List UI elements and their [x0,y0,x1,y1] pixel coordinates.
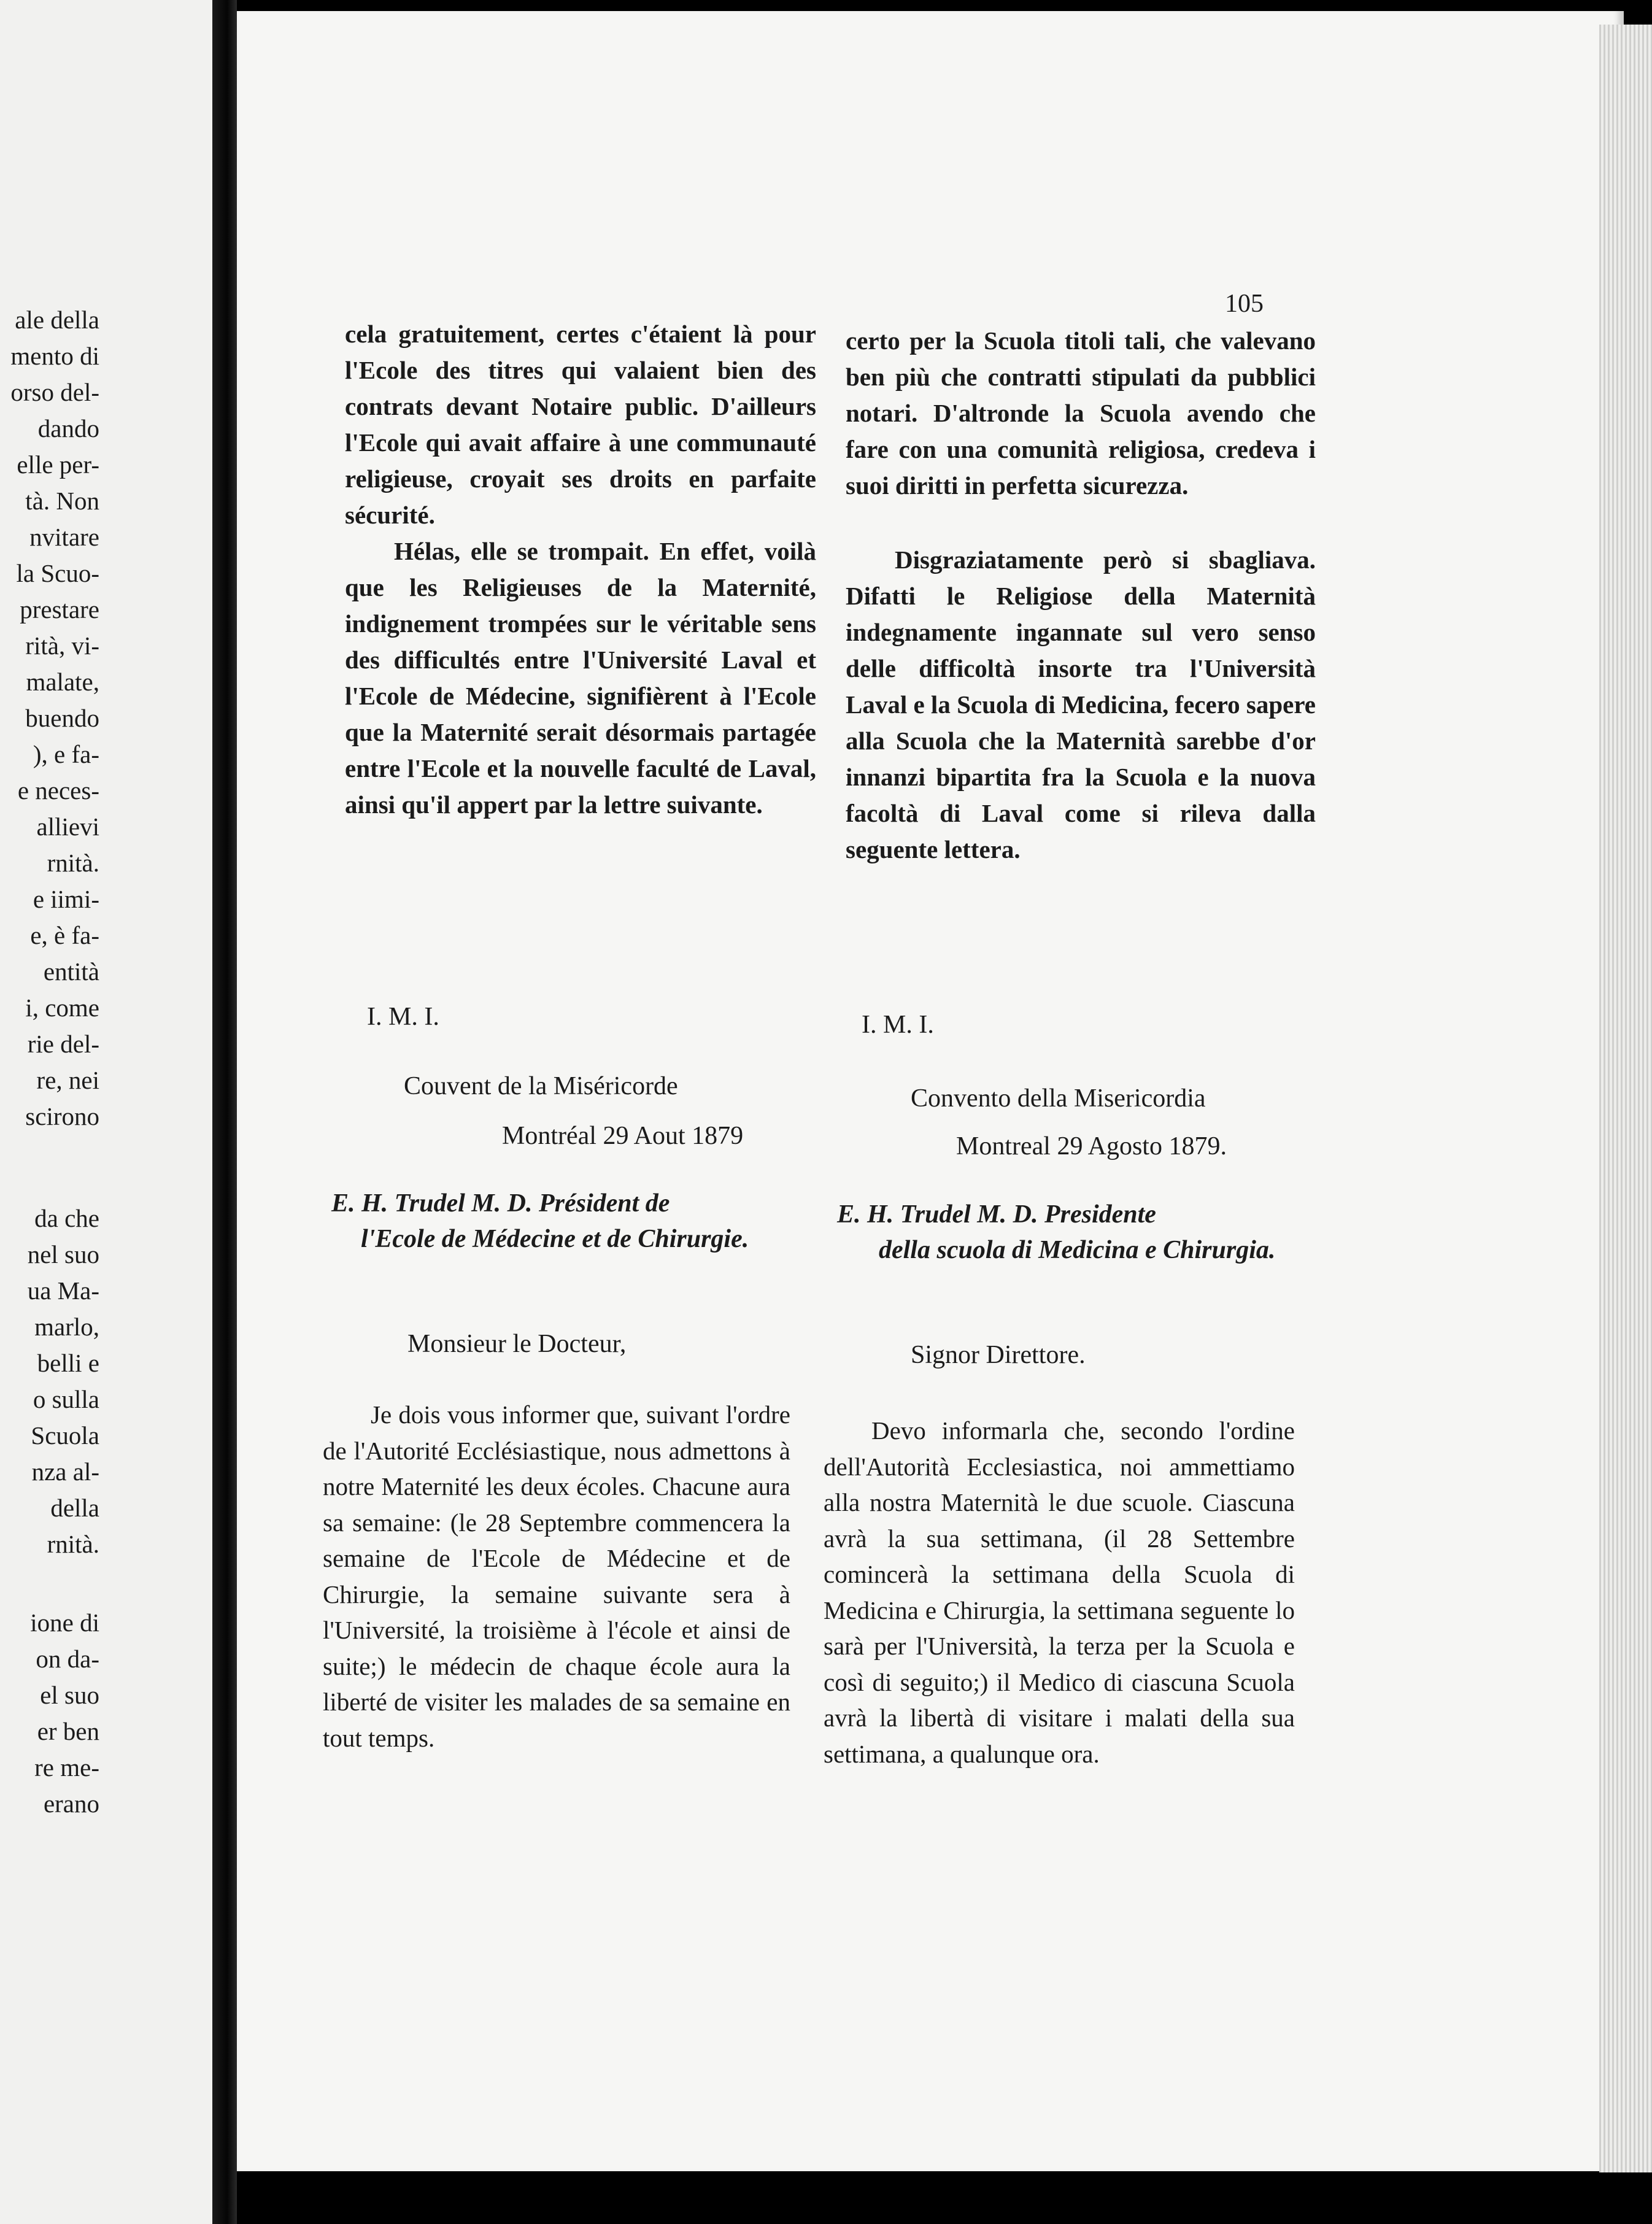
italian-letter-addressee [837,1197,1310,1268]
left-page-fragment: orso del- [10,378,99,406]
left-page-fragment: o sulla [33,1385,99,1413]
italian-column-intro [846,323,1316,868]
left-page-fragment: nvitare [29,523,99,551]
italian-letter-date: Montreal 29 Agosto 1879. [956,1132,1227,1160]
left-page-fragment: ale della [15,306,99,334]
left-page-fragment: nel suo [27,1240,99,1268]
left-page-fragment: i, come [25,994,99,1022]
french-letter-date: Montréal 29 Aout 1879 [502,1122,744,1150]
left-page-fragment: malate, [26,668,99,696]
left-page-fragment: ua Ma- [27,1276,99,1305]
french-paragraph-2: Hélas, elle se trompait. En effet, voilà que les Religieuses de la Maternité, indignement trompées sur le véritable sens des difficultés entre l'Université Laval et l'Ecole de Médecine, signifièrent à l'Ecole que la Maternité serait désormais partagée entre l'Ecole et la nouvelle faculté de Laval, ainsi qu'il appert par la lettre suivante. [345,537,816,819]
left-page-fragment: da che [34,1204,99,1232]
page-edge-stack [1599,25,1652,2172]
left-page-fragment: Scuola [31,1421,99,1450]
book-gutter [212,0,237,2224]
left-page-fragment: belli e [37,1349,99,1377]
left-page-fragment: ), e fa- [33,740,99,768]
left-page [0,0,212,2224]
page-number: 105 [1225,290,1264,318]
italian-addressee-title: della scuola di Medicina e Chirurgia. [879,1236,1276,1264]
left-page-fragment: erano [43,1790,99,1818]
left-page-fragment: er ben [37,1717,99,1745]
french-addressee-name: E. H. Trudel M. D. Président de [331,1189,670,1218]
left-page-fragment: e neces- [17,776,99,805]
left-page-fragment: rità, vi- [25,631,99,660]
left-page-fragment: tà. Non [25,487,99,515]
french-column-intro [345,316,816,823]
left-page-fragment: re me- [34,1753,99,1782]
italian-letter-body [824,1413,1295,1772]
italian-letter-place: Convento della Misericordia [911,1084,1206,1113]
french-addressee-title: l'Ecole de Médecine et de Chirurgie. [361,1225,749,1253]
french-letter-body [323,1397,790,1756]
italian-letter-salutation: Signor Direttore. [911,1341,1086,1369]
left-page-fragment: prestare [20,595,99,624]
left-page-fragment: buendo [25,704,99,732]
french-letter-heading: I. M. I. [367,1003,439,1031]
left-page-fragment: rnità. [47,849,99,877]
italian-letter-body-text: Devo informarla che, secondo l'ordine dell'Autorità Ecclesiastica, noi ammettiamo alla nostra Maternità le due scuole. Ciascuna avrà la sua settimana, (il 28 Settembre comincerà la settimana della Scuola di Medicina e Chirurgia, la settimana seguente lo sarà per l'Università, la terza per la Scuola e così di seguito;) il Medico di ciascuna Scuola avrà la libertà di visitare i malati della sua settimana, a qualunque ora. [824,1416,1295,1768]
left-page-fragment: re, nei [36,1066,99,1094]
left-page-fragment: nza al- [31,1458,99,1486]
french-letter-salutation: Monsieur le Docteur, [407,1330,627,1358]
left-page-fragment: ione di [30,1608,99,1637]
left-page-fragment: rie del- [27,1030,99,1058]
left-page-fragment: rnità. [47,1530,99,1558]
left-page-fragment: mento di [10,342,99,370]
left-page-fragment: e, è fa- [30,921,99,949]
italian-paragraph-1: certo per la Scuola titoli tali, che valevano ben più che contratti stipulati da pubblici notari. D'altronde la Scuola avendo che fare con una comunità religiosa, credeva i suoi diritti in perfetta sicurezza. [846,326,1316,500]
left-page-fragment: la Scuo- [16,559,99,587]
left-page-fragment: dando [37,414,99,442]
french-letter-body-text: Je dois vous informer que, suivant l'ordre de l'Autorité Ecclésiastique, nous admettons à notre Maternité les deux écoles. Chacune aura sa semaine: (le 28 Septembre commencera la semaine de l'Ecole de Médecine et de Chirurgie, la semaine suivante sera à l'Université, la troisième à l'école et ainsi de suite;) le médecin de chaque école aura la liberté de visiter les malades de sa semaine en tout temps. [323,1400,790,1752]
italian-paragraph-2: Disgraziatamente però si sbagliava. Difatti le Religiose della Maternità indegnamente ingannate sul vero senso delle difficoltà insorte tra l'Università Laval e la Scuola di Medicina, fecero sapere alla Scuola che la Maternità sarebbe d'or innanzi bipartita fra la Scuola e la nuova facoltà di Laval come si rileva dalla seguente lettera. [846,546,1316,863]
italian-letter-heading: I. M. I. [862,1011,934,1039]
french-letter-place: Couvent de la Miséricorde [404,1072,678,1100]
left-page-fragment: scirono [25,1102,99,1130]
left-page-fragment: elle per- [17,450,99,479]
left-page-fragment: della [50,1494,99,1522]
italian-addressee-name: E. H. Trudel M. D. Presidente [837,1200,1156,1229]
left-page-fragment: on da- [36,1645,99,1673]
french-letter-addressee [331,1186,804,1257]
left-page-fragment: marlo, [34,1313,99,1341]
left-page-fragment: allievi [36,813,99,841]
left-page-fragment: el suo [40,1681,99,1709]
left-page-fragment: e iimi- [33,885,99,913]
left-page-fragment: entità [43,957,99,986]
french-paragraph-1: cela gratuitement, certes c'étaient là pour l'Ecole des titres qui valaient bien des contrats devant Notaire public. D'ailleurs l'Ecole qui avait affaire à une communauté religieuse, croyait ses droits en parfaite sécurité. [345,320,816,529]
